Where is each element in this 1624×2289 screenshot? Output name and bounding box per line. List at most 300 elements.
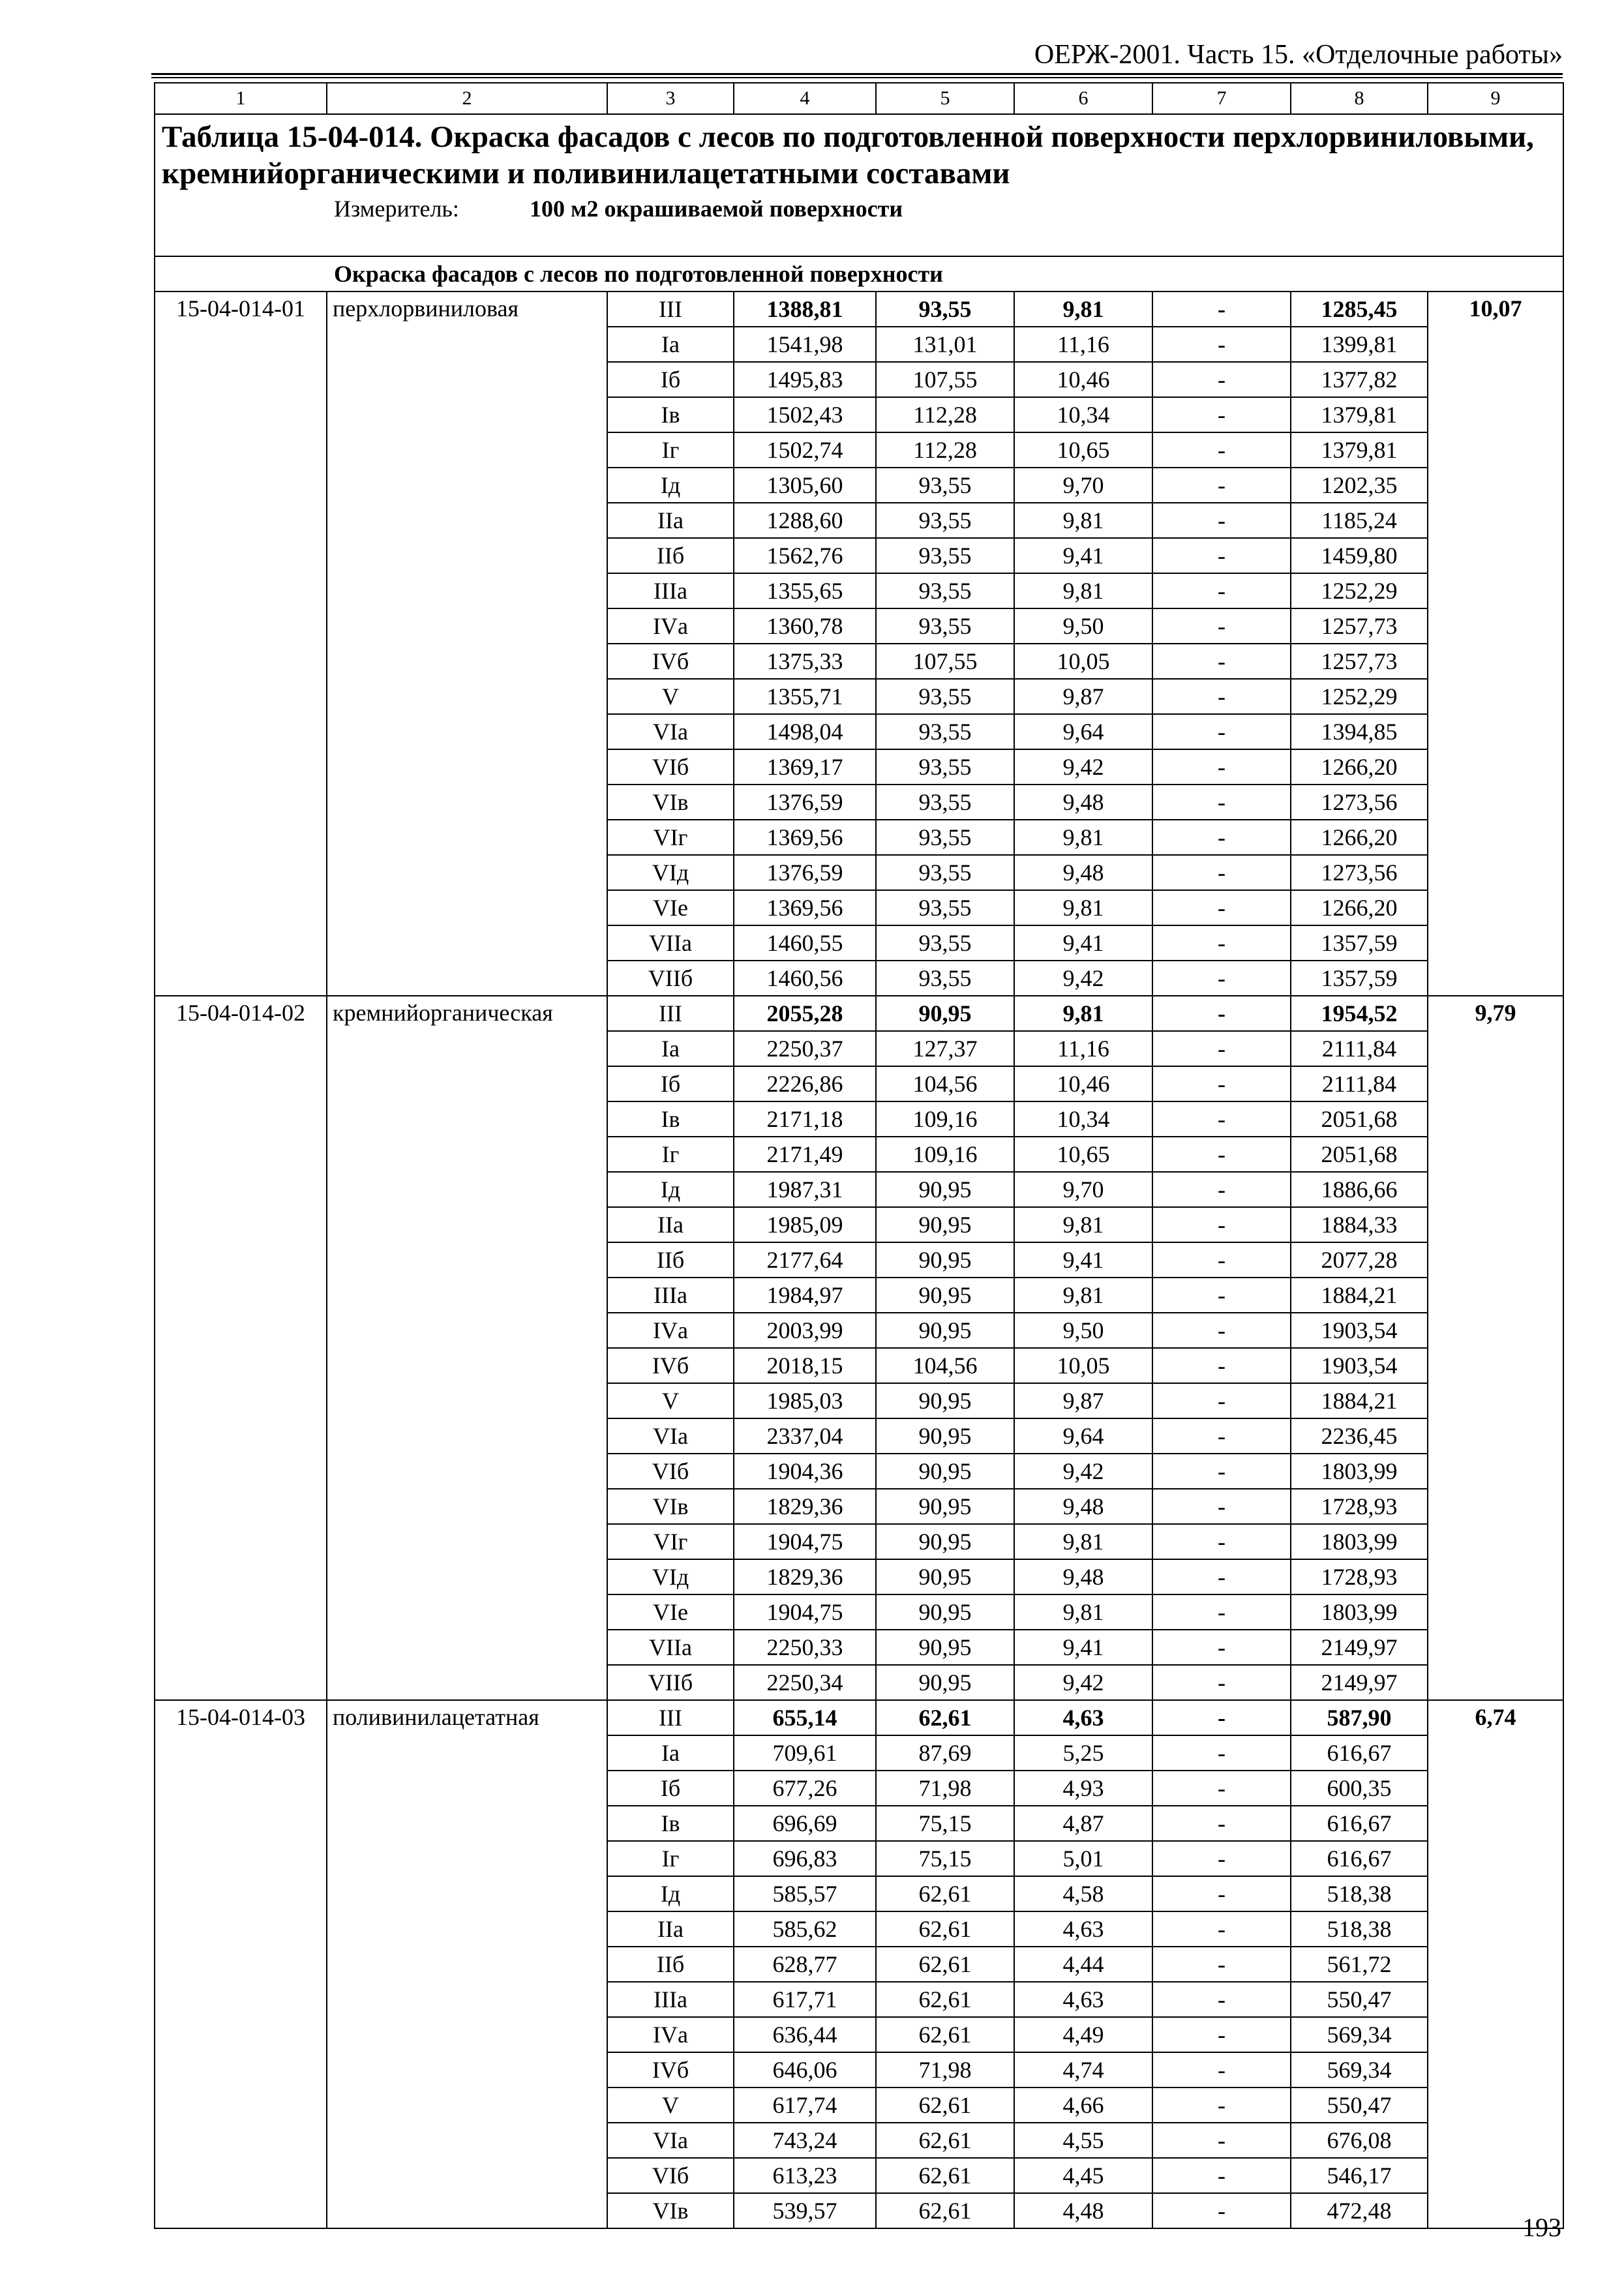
zone-cell: IIб (607, 538, 734, 573)
header-rule-secondary (151, 77, 1563, 78)
driver-wages-cell: - (1152, 397, 1291, 432)
machine-cost-cell: 9,48 (1014, 1489, 1152, 1524)
materials-cell: 1803,99 (1291, 1454, 1428, 1489)
table-title-row (155, 114, 1563, 256)
materials-cell: 1379,81 (1291, 397, 1428, 432)
driver-wages-cell: - (1152, 538, 1291, 573)
total-cost-cell: 2171,49 (734, 1137, 876, 1172)
wages-cell: 93,55 (876, 679, 1014, 714)
total-cost-cell: 1369,56 (734, 890, 876, 925)
total-cost-cell: 1376,59 (734, 785, 876, 820)
total-cost-cell: 696,69 (734, 1806, 876, 1841)
column-number: 3 (607, 83, 734, 114)
materials-cell: 676,08 (1291, 2123, 1428, 2158)
materials-cell: 616,67 (1291, 1841, 1428, 1876)
machine-cost-cell: 9,87 (1014, 679, 1152, 714)
machine-cost-cell: 4,93 (1014, 1771, 1152, 1806)
wages-cell: 93,55 (876, 961, 1014, 996)
zone-cell: VIб (607, 1454, 734, 1489)
materials-cell: 518,38 (1291, 1876, 1428, 1911)
zone-cell: VIд (607, 1559, 734, 1594)
total-cost-cell: 2055,28 (734, 996, 876, 1031)
zone-cell: Iд (607, 1172, 734, 1207)
total-cost-cell: 1288,60 (734, 503, 876, 538)
materials-cell: 1273,56 (1291, 855, 1428, 890)
materials-cell: 1257,73 (1291, 644, 1428, 679)
table-row (155, 292, 1563, 327)
total-cost-cell: 1376,59 (734, 855, 876, 890)
wages-cell: 62,61 (876, 1947, 1014, 1982)
zone-cell: IIа (607, 1207, 734, 1242)
driver-wages-cell: - (1152, 1700, 1291, 1735)
total-cost-cell: 655,14 (734, 1700, 876, 1735)
table-title: Таблица 15-04-014. Окраска фасадов с лесов по подготовленной поверхности перхлорвиниловыми, кремнийорганическими и поливинилацетатными составами (162, 120, 1534, 190)
total-cost-cell: 1904,36 (734, 1454, 876, 1489)
machine-cost-cell: 4,44 (1014, 1947, 1152, 1982)
total-cost-cell: 1388,81 (734, 292, 876, 327)
column-number: 2 (327, 83, 607, 114)
total-cost-cell: 1360,78 (734, 608, 876, 644)
zone-cell: IVб (607, 1348, 734, 1383)
machine-cost-cell: 9,81 (1014, 1524, 1152, 1559)
driver-wages-cell: - (1152, 1137, 1291, 1172)
zone-cell: VIIа (607, 925, 734, 961)
wages-cell: 90,95 (876, 1418, 1014, 1454)
machine-cost-cell: 10,46 (1014, 362, 1152, 397)
materials-cell: 2111,84 (1291, 1031, 1428, 1066)
zone-cell: III (607, 996, 734, 1031)
wages-cell: 90,95 (876, 1559, 1014, 1594)
column-number: 8 (1291, 83, 1428, 114)
zone-cell: VIIб (607, 961, 734, 996)
wages-cell: 93,55 (876, 855, 1014, 890)
total-cost-cell: 2171,18 (734, 1101, 876, 1137)
zone-cell: V (607, 679, 734, 714)
driver-wages-cell: - (1152, 1559, 1291, 1594)
machine-cost-cell: 4,63 (1014, 1700, 1152, 1735)
machine-cost-cell: 9,42 (1014, 749, 1152, 785)
meter-line (162, 194, 1556, 223)
materials-cell: 561,72 (1291, 1947, 1428, 1982)
labor-cost-cell: 10,07 (1428, 292, 1563, 996)
total-cost-cell: 1985,09 (734, 1207, 876, 1242)
materials-cell: 569,34 (1291, 2052, 1428, 2087)
total-cost-cell: 1460,55 (734, 925, 876, 961)
wages-cell: 90,95 (876, 1524, 1014, 1559)
wages-cell: 90,95 (876, 1454, 1014, 1489)
materials-cell: 1728,93 (1291, 1559, 1428, 1594)
zone-cell: IIб (607, 1242, 734, 1278)
machine-cost-cell: 11,16 (1014, 327, 1152, 362)
machine-cost-cell: 10,46 (1014, 1066, 1152, 1101)
wages-cell: 62,61 (876, 2017, 1014, 2052)
zone-cell: VIб (607, 2158, 734, 2193)
driver-wages-cell: - (1152, 503, 1291, 538)
materials-cell: 1357,59 (1291, 925, 1428, 961)
total-cost-cell: 1305,60 (734, 468, 876, 503)
driver-wages-cell: - (1152, 2123, 1291, 2158)
zone-cell: IIб (607, 1947, 734, 1982)
zone-cell: Iб (607, 1771, 734, 1806)
machine-cost-cell: 9,42 (1014, 961, 1152, 996)
wages-cell: 62,61 (876, 2193, 1014, 2228)
total-cost-cell: 585,57 (734, 1876, 876, 1911)
wages-cell: 62,61 (876, 2123, 1014, 2158)
total-cost-cell: 2226,86 (734, 1066, 876, 1101)
driver-wages-cell: - (1152, 996, 1291, 1031)
wages-cell: 90,95 (876, 1207, 1014, 1242)
driver-wages-cell: - (1152, 1630, 1291, 1665)
driver-wages-cell: - (1152, 1418, 1291, 1454)
materials-cell: 600,35 (1291, 1771, 1428, 1806)
column-number: 7 (1152, 83, 1291, 114)
zone-cell: V (607, 1383, 734, 1418)
driver-wages-cell: - (1152, 1383, 1291, 1418)
total-cost-cell: 2003,99 (734, 1313, 876, 1348)
materials-cell: 1803,99 (1291, 1524, 1428, 1559)
wages-cell: 90,95 (876, 996, 1014, 1031)
machine-cost-cell: 9,81 (1014, 573, 1152, 608)
machine-cost-cell: 10,65 (1014, 1137, 1152, 1172)
zone-cell: IVа (607, 608, 734, 644)
materials-cell: 2077,28 (1291, 1242, 1428, 1278)
zone-cell: Iа (607, 1735, 734, 1771)
driver-wages-cell: - (1152, 1524, 1291, 1559)
table-row (155, 1700, 1563, 1735)
total-cost-cell: 2337,04 (734, 1418, 876, 1454)
wages-cell: 104,56 (876, 1348, 1014, 1383)
machine-cost-cell: 5,25 (1014, 1735, 1152, 1771)
wages-cell: 62,61 (876, 2158, 1014, 2193)
driver-wages-cell: - (1152, 2017, 1291, 2052)
driver-wages-cell: - (1152, 785, 1291, 820)
wages-cell: 107,55 (876, 362, 1014, 397)
rate-code: 15-04-014-01 (155, 292, 327, 996)
materials-cell: 1257,73 (1291, 608, 1428, 644)
zone-cell: IIIа (607, 1278, 734, 1313)
zone-cell: Iд (607, 468, 734, 503)
machine-cost-cell: 10,05 (1014, 644, 1152, 679)
wages-cell: 93,55 (876, 292, 1014, 327)
total-cost-cell: 709,61 (734, 1735, 876, 1771)
driver-wages-cell: - (1152, 2087, 1291, 2123)
driver-wages-cell: - (1152, 1489, 1291, 1524)
materials-cell: 1886,66 (1291, 1172, 1428, 1207)
column-number: 5 (876, 83, 1014, 114)
total-cost-cell: 743,24 (734, 2123, 876, 2158)
wages-cell: 90,95 (876, 1278, 1014, 1313)
materials-cell: 1252,29 (1291, 679, 1428, 714)
machine-cost-cell: 4,87 (1014, 1806, 1152, 1841)
wages-cell: 93,55 (876, 503, 1014, 538)
zone-cell: Iа (607, 1031, 734, 1066)
driver-wages-cell: - (1152, 644, 1291, 679)
total-cost-cell: 1355,65 (734, 573, 876, 608)
materials-cell: 2051,68 (1291, 1137, 1428, 1172)
driver-wages-cell: - (1152, 1207, 1291, 1242)
machine-cost-cell: 9,41 (1014, 1242, 1152, 1278)
wages-cell: 93,55 (876, 573, 1014, 608)
zone-cell: Iв (607, 1101, 734, 1137)
zone-cell: V (607, 2087, 734, 2123)
driver-wages-cell: - (1152, 925, 1291, 961)
materials-cell: 1273,56 (1291, 785, 1428, 820)
materials-cell: 1954,52 (1291, 996, 1428, 1031)
zone-cell: Iг (607, 432, 734, 468)
machine-cost-cell: 9,48 (1014, 855, 1152, 890)
materials-cell: 1903,54 (1291, 1348, 1428, 1383)
zone-cell: VIIб (607, 1665, 734, 1700)
machine-cost-cell: 4,48 (1014, 2193, 1152, 2228)
wages-cell: 93,55 (876, 925, 1014, 961)
zone-cell: IIа (607, 503, 734, 538)
driver-wages-cell: - (1152, 292, 1291, 327)
zone-cell: VIа (607, 1418, 734, 1454)
driver-wages-cell: - (1152, 327, 1291, 362)
driver-wages-cell: - (1152, 468, 1291, 503)
machine-cost-cell: 9,81 (1014, 996, 1152, 1031)
wages-cell: 62,61 (876, 1982, 1014, 2017)
materials-cell: 2149,97 (1291, 1665, 1428, 1700)
driver-wages-cell: - (1152, 1066, 1291, 1101)
section-title: Окраска фасадов с лесов по подготовленной поверхности (155, 256, 1563, 292)
wages-cell: 90,95 (876, 1242, 1014, 1278)
zone-cell: Iг (607, 1841, 734, 1876)
materials-cell: 1202,35 (1291, 468, 1428, 503)
wages-cell: 90,95 (876, 1665, 1014, 1700)
driver-wages-cell: - (1152, 1665, 1291, 1700)
materials-cell: 2236,45 (1291, 1418, 1428, 1454)
total-cost-cell: 617,71 (734, 1982, 876, 2017)
machine-cost-cell: 10,34 (1014, 397, 1152, 432)
machine-cost-cell: 10,65 (1014, 432, 1152, 468)
meter-label: Измеритель: (334, 196, 459, 222)
total-cost-cell: 1904,75 (734, 1594, 876, 1630)
driver-wages-cell: - (1152, 855, 1291, 890)
table-title-cell (155, 114, 1563, 256)
zone-cell: Iв (607, 1806, 734, 1841)
materials-cell: 1884,21 (1291, 1383, 1428, 1418)
zone-cell: IVа (607, 2017, 734, 2052)
driver-wages-cell: - (1152, 820, 1291, 855)
work-name: кремнийорганическая (327, 996, 607, 1700)
driver-wages-cell: - (1152, 2158, 1291, 2193)
driver-wages-cell: - (1152, 1278, 1291, 1313)
machine-cost-cell: 9,81 (1014, 1207, 1152, 1242)
materials-cell: 1357,59 (1291, 961, 1428, 996)
materials-cell: 1399,81 (1291, 327, 1428, 362)
zone-cell: VIг (607, 820, 734, 855)
zone-cell: VIв (607, 2193, 734, 2228)
materials-cell: 1266,20 (1291, 820, 1428, 855)
wages-cell: 75,15 (876, 1841, 1014, 1876)
total-cost-cell: 1985,03 (734, 1383, 876, 1418)
total-cost-cell: 696,83 (734, 1841, 876, 1876)
machine-cost-cell: 9,87 (1014, 1383, 1152, 1418)
labor-cost-cell: 6,74 (1428, 1700, 1563, 2228)
total-cost-cell: 1495,83 (734, 362, 876, 397)
driver-wages-cell: - (1152, 1101, 1291, 1137)
materials-cell: 616,67 (1291, 1806, 1428, 1841)
zone-cell: III (607, 1700, 734, 1735)
machine-cost-cell: 9,41 (1014, 538, 1152, 573)
materials-cell: 2051,68 (1291, 1101, 1428, 1137)
total-cost-cell: 677,26 (734, 1771, 876, 1806)
total-cost-cell: 1829,36 (734, 1559, 876, 1594)
materials-cell: 1185,24 (1291, 503, 1428, 538)
wages-cell: 90,95 (876, 1313, 1014, 1348)
driver-wages-cell: - (1152, 1594, 1291, 1630)
machine-cost-cell: 10,05 (1014, 1348, 1152, 1383)
wages-cell: 104,56 (876, 1066, 1014, 1101)
zone-cell: VIа (607, 714, 734, 749)
materials-cell: 1903,54 (1291, 1313, 1428, 1348)
machine-cost-cell: 10,34 (1014, 1101, 1152, 1137)
driver-wages-cell: - (1152, 2193, 1291, 2228)
total-cost-cell: 646,06 (734, 2052, 876, 2087)
total-cost-cell: 636,44 (734, 2017, 876, 2052)
zone-cell: Iв (607, 397, 734, 432)
zone-cell: IVб (607, 644, 734, 679)
zone-cell: Iд (607, 1876, 734, 1911)
driver-wages-cell: - (1152, 362, 1291, 397)
machine-cost-cell: 9,42 (1014, 1665, 1152, 1700)
wages-cell: 93,55 (876, 468, 1014, 503)
materials-cell: 1728,93 (1291, 1489, 1428, 1524)
materials-cell: 2111,84 (1291, 1066, 1428, 1101)
machine-cost-cell: 9,48 (1014, 785, 1152, 820)
machine-cost-cell: 9,50 (1014, 1313, 1152, 1348)
machine-cost-cell: 9,42 (1014, 1454, 1152, 1489)
total-cost-cell: 1541,98 (734, 327, 876, 362)
zone-cell: VIв (607, 1489, 734, 1524)
machine-cost-cell: 9,81 (1014, 890, 1152, 925)
driver-wages-cell: - (1152, 1876, 1291, 1911)
column-number: 1 (155, 83, 327, 114)
total-cost-cell: 1829,36 (734, 1489, 876, 1524)
driver-wages-cell: - (1152, 714, 1291, 749)
machine-cost-cell: 4,58 (1014, 1876, 1152, 1911)
zone-cell: Iг (607, 1137, 734, 1172)
total-cost-cell: 617,74 (734, 2087, 876, 2123)
table-row (155, 996, 1563, 1031)
wages-cell: 90,95 (876, 1489, 1014, 1524)
total-cost-cell: 1904,75 (734, 1524, 876, 1559)
section-row (155, 256, 1563, 292)
machine-cost-cell: 4,55 (1014, 2123, 1152, 2158)
wages-cell: 90,95 (876, 1172, 1014, 1207)
driver-wages-cell: - (1152, 1947, 1291, 1982)
machine-cost-cell: 4,49 (1014, 2017, 1152, 2052)
zone-cell: IVа (607, 1313, 734, 1348)
wages-cell: 71,98 (876, 2052, 1014, 2087)
column-number-row (155, 83, 1563, 114)
machine-cost-cell: 4,74 (1014, 2052, 1152, 2087)
wages-cell: 90,95 (876, 1630, 1014, 1665)
wages-cell: 93,55 (876, 608, 1014, 644)
materials-cell: 518,38 (1291, 1911, 1428, 1947)
wages-cell: 93,55 (876, 749, 1014, 785)
rate-code: 15-04-014-03 (155, 1700, 327, 2228)
driver-wages-cell: - (1152, 679, 1291, 714)
materials-cell: 587,90 (1291, 1700, 1428, 1735)
total-cost-cell: 2250,37 (734, 1031, 876, 1066)
driver-wages-cell: - (1152, 432, 1291, 468)
materials-cell: 1377,82 (1291, 362, 1428, 397)
driver-wages-cell: - (1152, 2052, 1291, 2087)
wages-cell: 107,55 (876, 644, 1014, 679)
column-number: 4 (734, 83, 876, 114)
total-cost-cell: 1502,43 (734, 397, 876, 432)
machine-cost-cell: 11,16 (1014, 1031, 1152, 1066)
wages-cell: 127,37 (876, 1031, 1014, 1066)
wages-cell: 90,95 (876, 1383, 1014, 1418)
zone-cell: VIв (607, 785, 734, 820)
zone-cell: VIд (607, 855, 734, 890)
driver-wages-cell: - (1152, 1982, 1291, 2017)
total-cost-cell: 1498,04 (734, 714, 876, 749)
driver-wages-cell: - (1152, 1348, 1291, 1383)
total-cost-cell: 1460,56 (734, 961, 876, 996)
wages-cell: 93,55 (876, 820, 1014, 855)
materials-cell: 1884,33 (1291, 1207, 1428, 1242)
wages-cell: 131,01 (876, 327, 1014, 362)
total-cost-cell: 1369,17 (734, 749, 876, 785)
materials-cell: 616,67 (1291, 1735, 1428, 1771)
zone-cell: VIг (607, 1524, 734, 1559)
materials-cell: 472,48 (1291, 2193, 1428, 2228)
machine-cost-cell: 9,70 (1014, 468, 1152, 503)
zone-cell: IIIа (607, 1982, 734, 2017)
wages-cell: 62,61 (876, 2087, 1014, 2123)
driver-wages-cell: - (1152, 1841, 1291, 1876)
wages-cell: 71,98 (876, 1771, 1014, 1806)
materials-cell: 550,47 (1291, 1982, 1428, 2017)
machine-cost-cell: 5,01 (1014, 1841, 1152, 1876)
machine-cost-cell: 4,63 (1014, 1911, 1152, 1947)
materials-cell: 1266,20 (1291, 890, 1428, 925)
total-cost-cell: 1355,71 (734, 679, 876, 714)
machine-cost-cell: 9,50 (1014, 608, 1152, 644)
driver-wages-cell: - (1152, 1911, 1291, 1947)
page-number: 193 (1522, 2213, 1561, 2242)
machine-cost-cell: 4,45 (1014, 2158, 1152, 2193)
machine-cost-cell: 9,70 (1014, 1172, 1152, 1207)
driver-wages-cell: - (1152, 1771, 1291, 1806)
machine-cost-cell: 9,41 (1014, 925, 1152, 961)
machine-cost-cell: 9,64 (1014, 1418, 1152, 1454)
total-cost-cell: 539,57 (734, 2193, 876, 2228)
price-table (154, 82, 1564, 2229)
materials-cell: 1884,21 (1291, 1278, 1428, 1313)
wages-cell: 62,61 (876, 1876, 1014, 1911)
total-cost-cell: 2250,33 (734, 1630, 876, 1665)
driver-wages-cell: - (1152, 1172, 1291, 1207)
machine-cost-cell: 9,81 (1014, 503, 1152, 538)
machine-cost-cell: 9,81 (1014, 292, 1152, 327)
driver-wages-cell: - (1152, 1242, 1291, 1278)
total-cost-cell: 2018,15 (734, 1348, 876, 1383)
total-cost-cell: 1502,74 (734, 432, 876, 468)
zone-cell: Iб (607, 1066, 734, 1101)
zone-cell: Iа (607, 327, 734, 362)
wages-cell: 93,55 (876, 714, 1014, 749)
zone-cell: IVб (607, 2052, 734, 2087)
total-cost-cell: 1984,97 (734, 1278, 876, 1313)
machine-cost-cell: 9,81 (1014, 1594, 1152, 1630)
zone-cell: IIа (607, 1911, 734, 1947)
driver-wages-cell: - (1152, 573, 1291, 608)
